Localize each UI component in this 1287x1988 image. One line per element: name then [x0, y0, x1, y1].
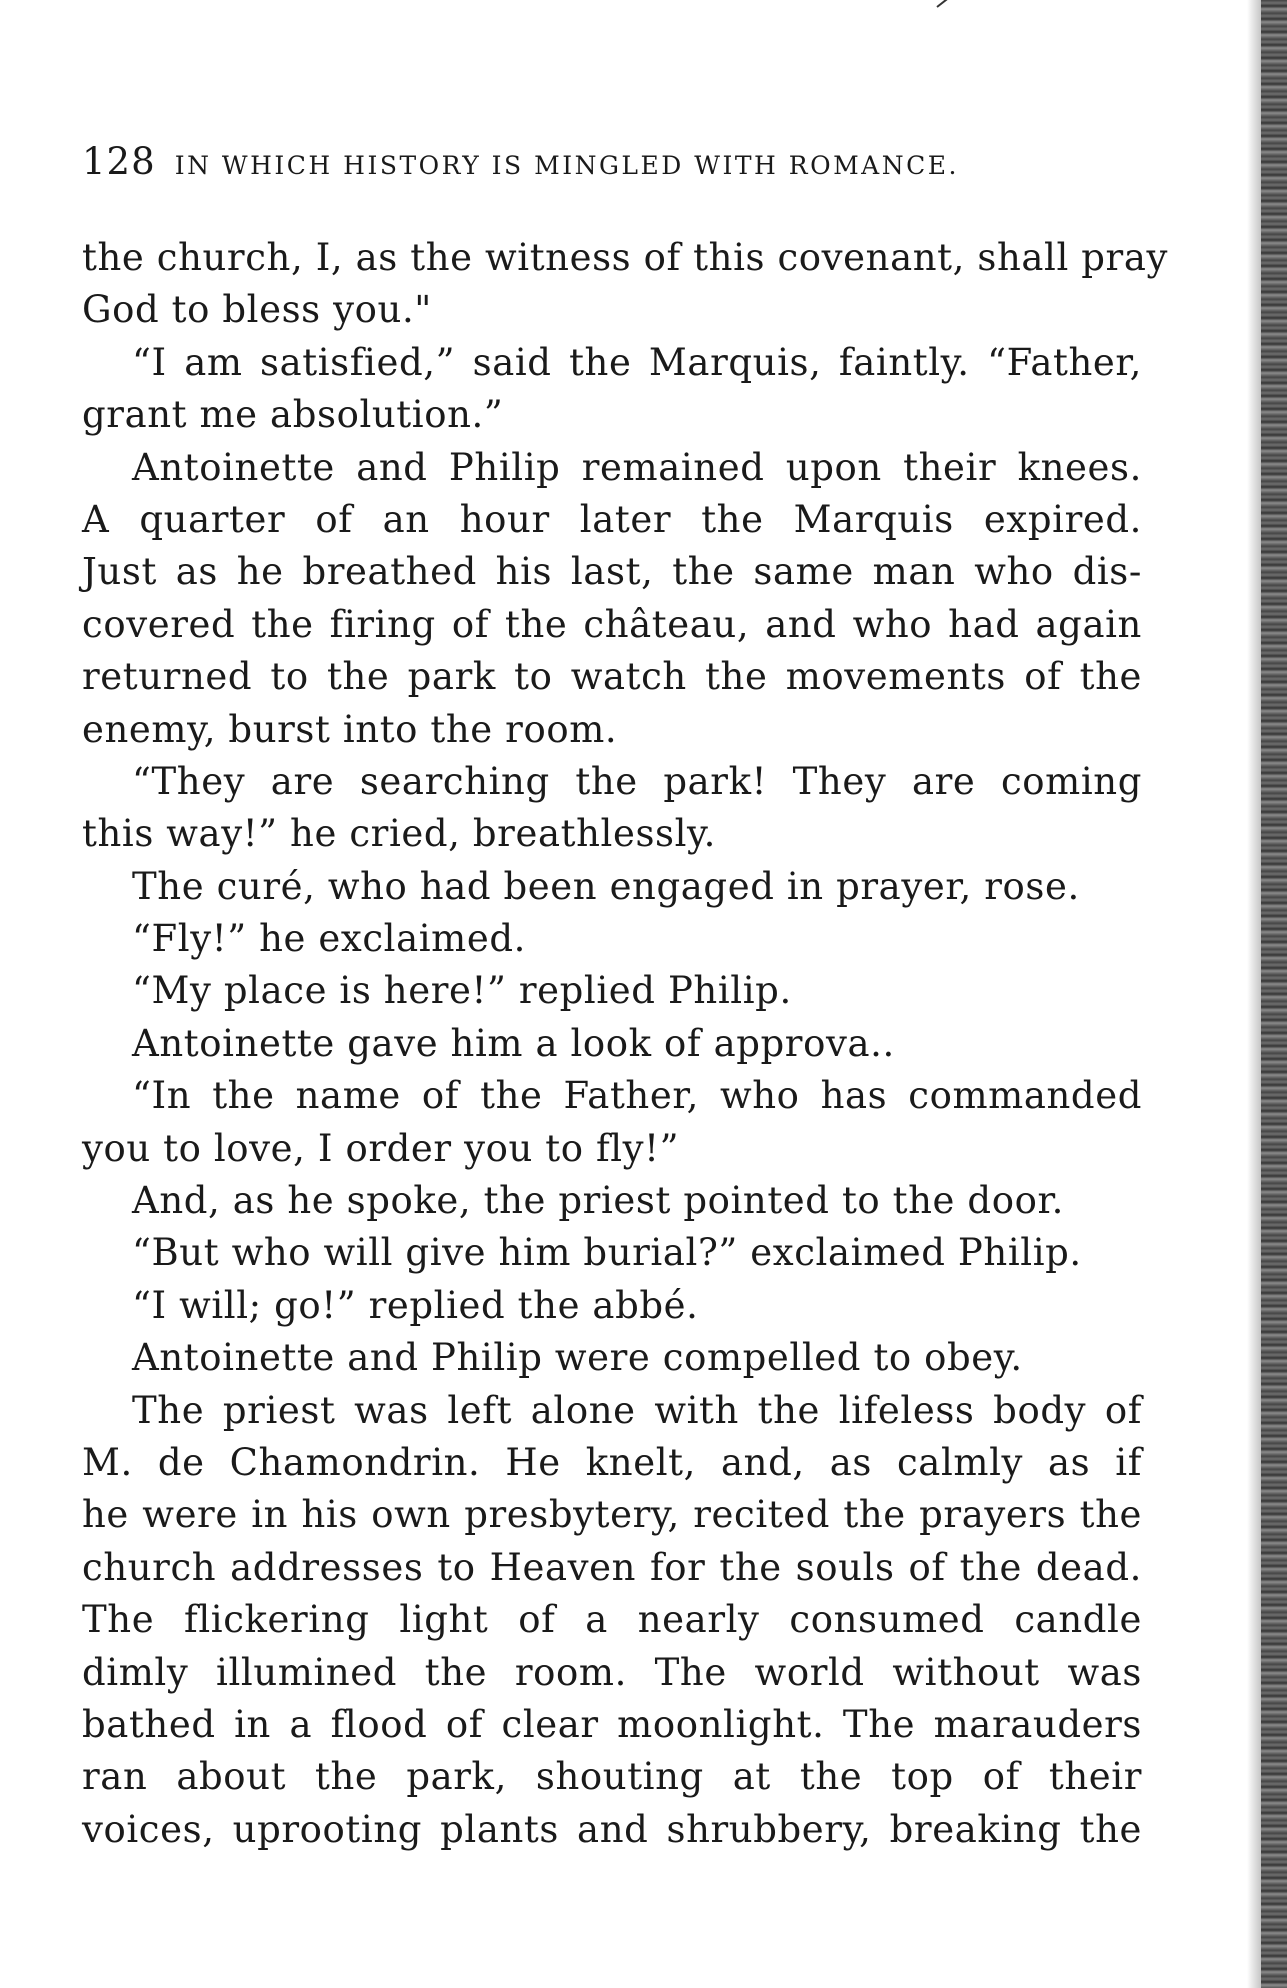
text-line: the church, I, as the witness of this covenant, shall pray [82, 236, 1168, 279]
body-text [82, 232, 1168, 1856]
text-line: dimly illumined the room. The world without was [82, 1650, 1142, 1694]
text-line: “But who will give him burial?” exclaimed Philip. [132, 1231, 1082, 1275]
page-binding-edge [1261, 0, 1287, 1988]
text-line: Just as he breathed his last, the same man who dis- [82, 550, 1142, 594]
text-line: church addresses to Heaven for the souls of the dead. [82, 1545, 1142, 1589]
running-title: IN WHICH HISTORY IS MINGLED WITH ROMANCE. [174, 151, 959, 180]
text-line: A quarter of an hour later the Marquis expired. [82, 497, 1142, 541]
text-line: voices, uprooting plants and shrubbery, breaking the [82, 1807, 1142, 1851]
text-line: “They are searching the park! They are coming [132, 759, 1142, 803]
text-line: enemy, burst into the room. [82, 707, 618, 751]
text-line: bathed in a flood of clear moonlight. The marauders [82, 1702, 1142, 1746]
text-line: Antoinette and Philip remained upon their knees. [132, 445, 1142, 489]
text-line: ran about the park, shouting at the top of their [82, 1755, 1142, 1799]
text-line: The priest was left alone with the lifeless body of [132, 1388, 1142, 1432]
page-header [82, 140, 1142, 190]
text-line: The flickering light of a nearly consumed candle [82, 1598, 1142, 1642]
page-number: 128 [82, 140, 156, 183]
text-line: “In the name of the Father, who has commanded [132, 1074, 1142, 1118]
text-line: “Fly!” he exclaimed. [132, 917, 526, 961]
text-line: he were in his own presbytery, recited the prayers the [82, 1493, 1142, 1537]
text-line: “I am satisfied,” said the Marquis, faintly. “Father, [132, 340, 1142, 384]
text-line: “My place is here!” replied Philip. [132, 969, 792, 1013]
text-line: Antoinette and Philip were compelled to obey. [132, 1336, 1023, 1380]
text-line: And, as he spoke, the priest pointed to the door. [132, 1179, 1065, 1223]
text-line: you to love, I order you to fly!” [82, 1126, 680, 1170]
binding-shadow [1247, 0, 1261, 1988]
text-line: covered the firing of the château, and who had again [82, 602, 1142, 646]
stray-pen-mark [936, 0, 985, 8]
text-line: grant me absolution.” [82, 393, 504, 437]
text-line: The curé, who had been engaged in prayer, rose. [132, 864, 1080, 908]
text-line: M. de Chamondrin. He knelt, and, as calmly as if [82, 1440, 1142, 1484]
text-line: God to bless you." [82, 288, 432, 332]
text-line: this way!” he cried, breathlessly. [82, 812, 717, 856]
text-line: Antoinette gave him a look of approva.. [132, 1021, 895, 1065]
text-line: returned to the park to watch the movements of the [82, 655, 1142, 699]
text-line: “I will; go!” replied the abbé. [132, 1283, 699, 1327]
